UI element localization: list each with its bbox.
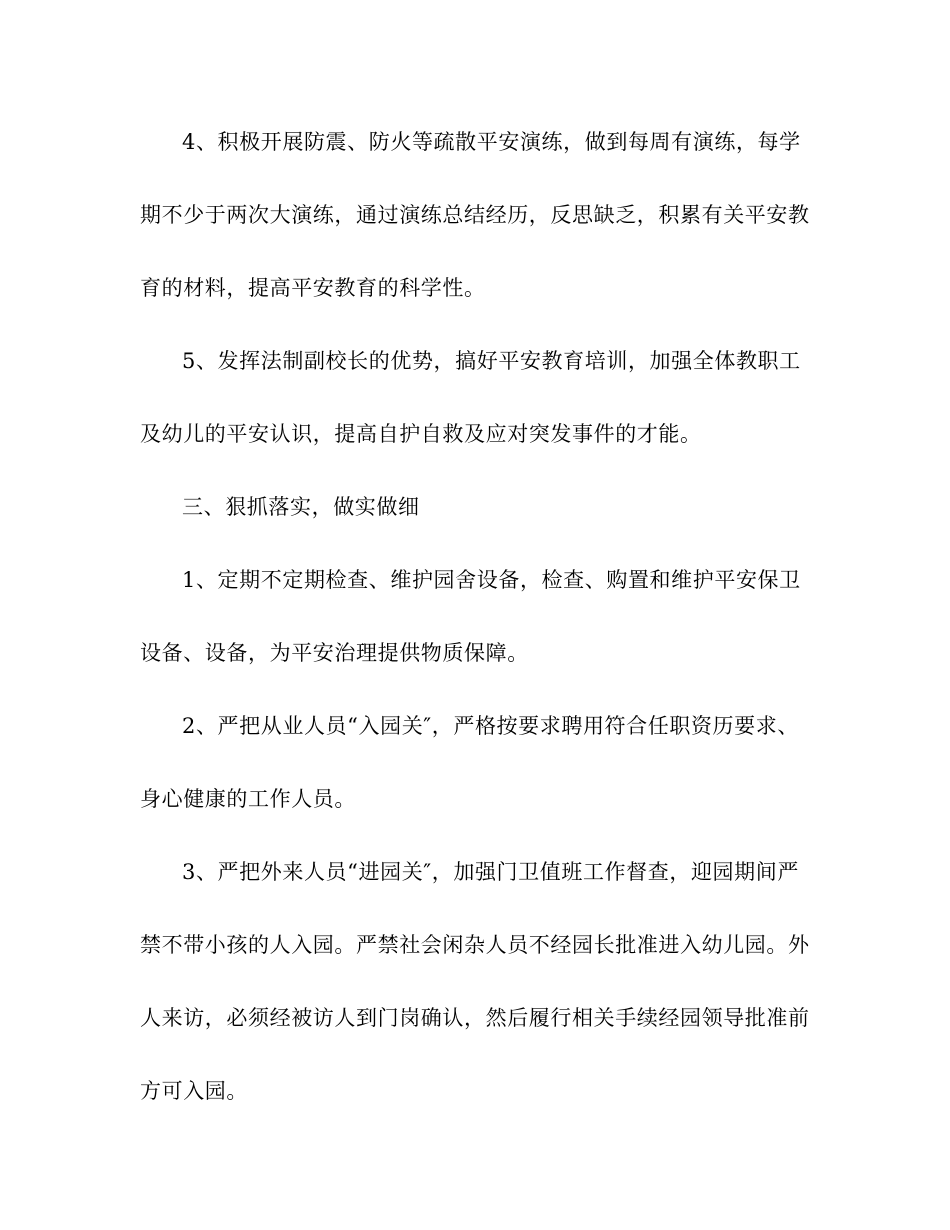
section-heading: 三、狠抓落实，做实做细 [182, 495, 420, 519]
paragraph-drill: 4、积极开展防震、防火等疏散平安演练，做到每周有演练，每学期不少于两次大演练，通过演练总结经历，反思缺乏，积累有关平安教育的材料，提高平安教育的科学性。 [140, 130, 810, 300]
paragraph-equipment-check: 1、定期不定期检查、维护园舍设备，检查、购置和维护平安保卫设备、设备，为平安治理提供物质保障。 [140, 568, 801, 665]
paragraph-staff-entry: 2、严把从业人员“入园关″，严格按要求聘用符合任职资历要求、身心健康的工作人员。 [140, 714, 799, 811]
paragraph-visitor-entry: 3、严把外来人员“进园关″，加强门卫值班工作督查，迎园期间严禁不带小孩的人入园。严禁社会闲杂人员不经园长批准进入幼儿园。外人来访，必须经被访人到门岗确认，然后履行相关手续经园领导批准前方可入园。 [140, 860, 810, 1103]
document-body [140, 106, 812, 1128]
paragraph-legal-training: 5、发挥法制副校长的优势，搞好平安教育培训，加强全体教职工及幼儿的平安认识，提高自护自救及应对突发事件的才能。 [140, 349, 801, 446]
